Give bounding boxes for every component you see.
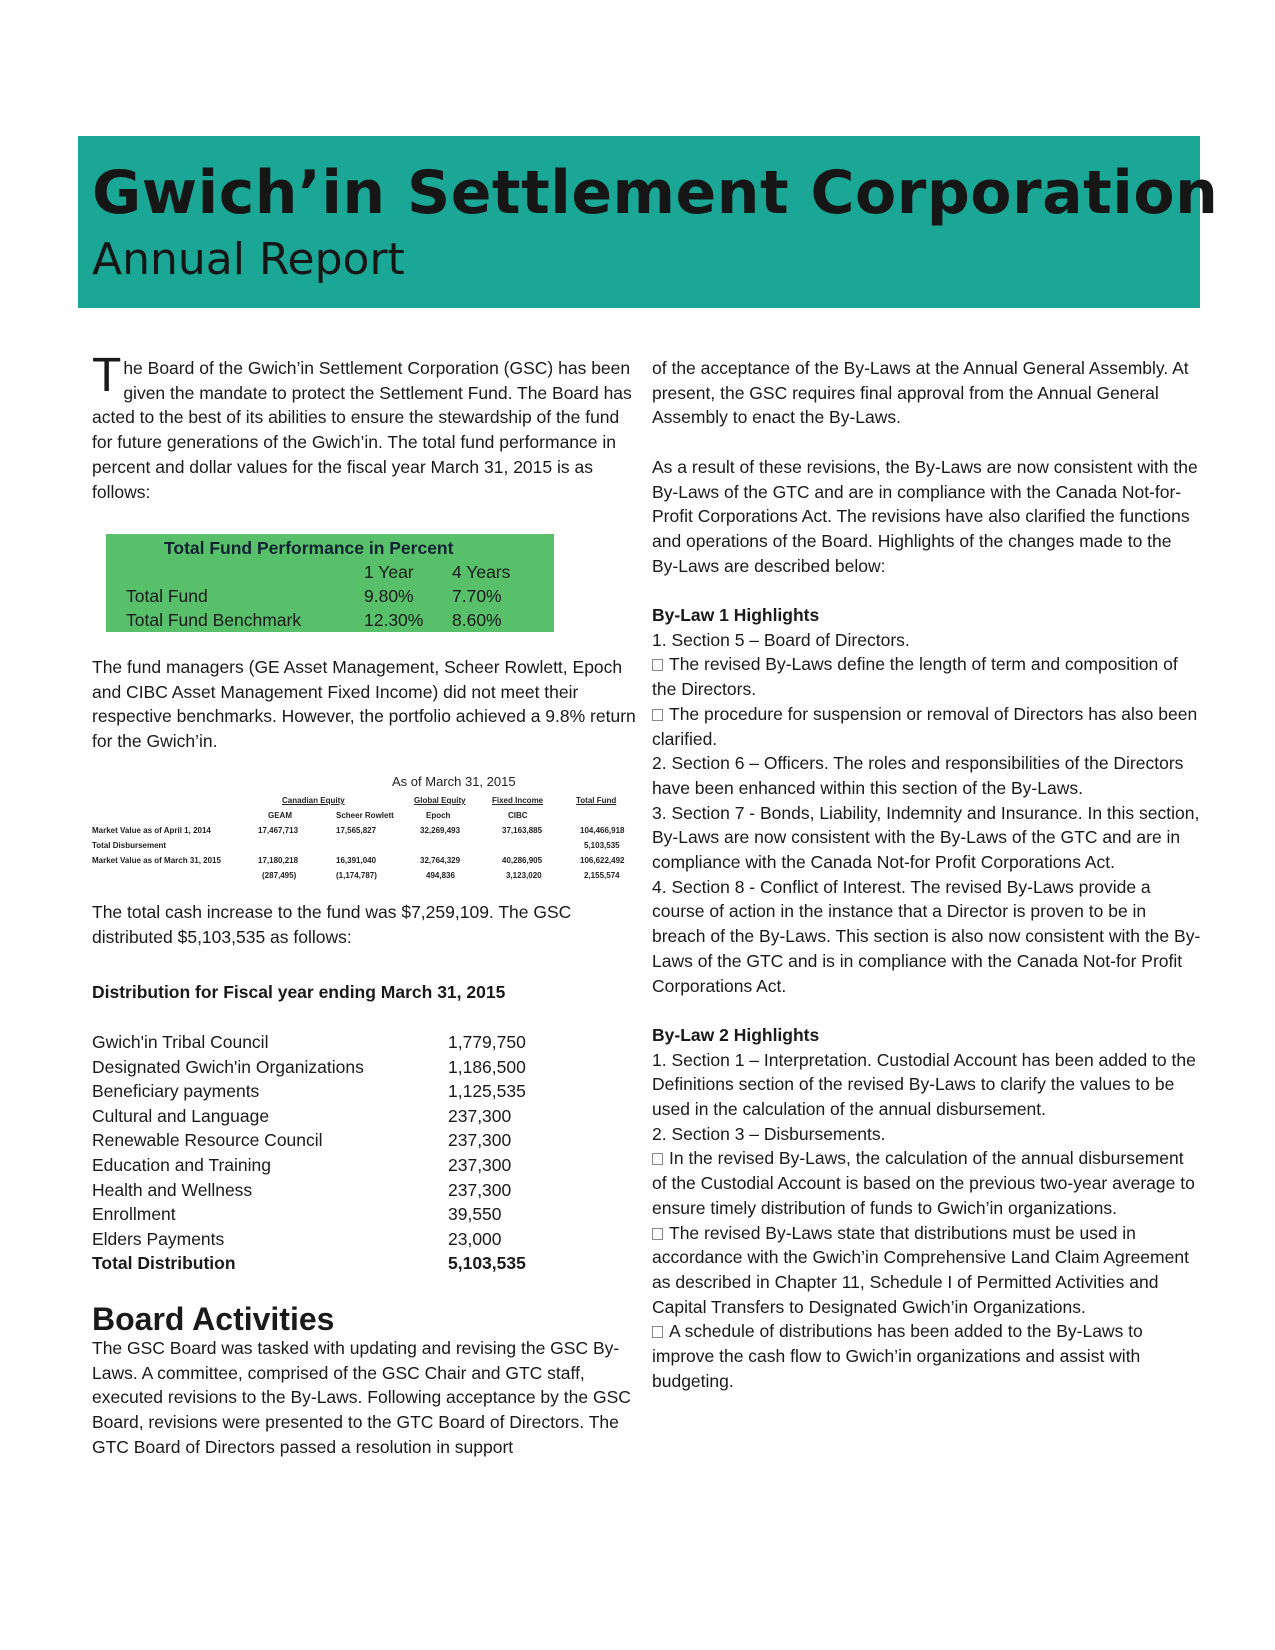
- bullet-text: The revised By-Laws state that distributions must be used in accordance with the Gwich’in Comprehensive Land Claim Agreement as described in Chapter 11, Schedule I of Permitted Activities and Capital Transfers to Designated Gwich’in Organizations.: [652, 1222, 1189, 1317]
- fund-row-label: Market Value as of April 1, 2014: [92, 826, 211, 835]
- manager-header: Scheer Rowlett: [336, 811, 394, 820]
- fund-cell: 32,764,329: [420, 856, 461, 865]
- list-item: [92, 1055, 552, 1080]
- item-label: Beneficiary payments: [92, 1081, 260, 1102]
- performance-row: [126, 608, 546, 632]
- fund-cell: (287,495): [262, 871, 297, 880]
- bullet-text: In the revised By-Laws, the calculation of the annual disbursement of the Custodial Account is based on the previous two-year average to ensure timely distribution of funds to Gwich’in organizations.: [652, 1148, 1195, 1218]
- board-paragraph: The GSC Board was tasked with updating and revising the GSC By-Laws. A committee, comprised of the GSC Chair and GTC staff, executed revisions to the By-Laws. Following acceptance by the GSC Board, revisions were presented to the GTC Board of Directors. The GTC Board of Directors passed a resolution in support: [92, 1338, 631, 1457]
- bylaw2-bullet3: [652, 1319, 1202, 1393]
- item-label: Designated Gwich'in Organizations: [92, 1056, 364, 1077]
- item-label: Cultural and Language: [92, 1105, 270, 1126]
- item-value: 1,186,500: [448, 1056, 526, 1077]
- performance-row: [126, 584, 546, 608]
- fund-cell: 106,622,492: [580, 856, 625, 865]
- board-heading: Board Activities: [92, 1301, 335, 1337]
- row-label: Total Fund: [126, 586, 208, 606]
- bylaw2-bullet1: [652, 1146, 1202, 1220]
- list-item: [92, 1104, 552, 1129]
- bylaw1-bullet2: [652, 702, 1202, 751]
- distribution-title: Distribution for Fiscal year ending March 31, 2015: [92, 982, 506, 1002]
- fund-cell: 494,836: [426, 871, 455, 880]
- group-header: Global Equity: [414, 796, 466, 805]
- fund-cell: (1,174,787): [336, 871, 377, 880]
- bullet-text: A schedule of distributions has been added to the By-Laws to improve the cash flow to Gwich’in organizations and assist with budgeting.: [652, 1321, 1143, 1391]
- fund-table-title: As of March 31, 2015: [392, 774, 516, 789]
- fund-cell: 17,565,827: [336, 826, 377, 835]
- row-value: 8.60%: [452, 610, 502, 630]
- cash-paragraph: The total cash increase to the fund was $7,259,109. The GSC distributed $5,103,535 as follows:: [92, 902, 572, 947]
- fund-row-label: Market Value as of March 31, 2015: [92, 856, 221, 865]
- total-row: [92, 1251, 552, 1276]
- fund-cell: 16,391,040: [336, 856, 377, 865]
- item-value: 237,300: [448, 1130, 512, 1151]
- total-value: 5,103,535: [448, 1253, 526, 1274]
- col-1year: 1 Year: [364, 562, 414, 582]
- list-item: [92, 1178, 552, 1203]
- distribution-list: [92, 1030, 552, 1276]
- group-header: Fixed Income: [492, 796, 544, 805]
- intro-paragraph: [92, 349, 642, 504]
- bylaw1-section1: 1. Section 5 – Board of Directors.: [652, 629, 910, 650]
- fund-cell: 40,286,905: [502, 856, 543, 865]
- bylaw2-heading: By-Law 2 Highlights: [652, 1024, 820, 1045]
- item-value: 1,779,750: [448, 1032, 526, 1052]
- item-value: 23,000: [448, 1228, 502, 1249]
- list-item: [92, 1153, 552, 1178]
- fund-cell: 5,103,535: [584, 841, 620, 850]
- bullet-box-icon: [652, 1228, 663, 1240]
- item-label: Renewable Resource Council: [92, 1130, 323, 1151]
- manager-header: CIBC: [508, 811, 528, 820]
- bullet-text: The revised By-Laws define the length of term and composition of the Directors.: [652, 654, 1178, 700]
- manager-header: Epoch: [426, 811, 451, 820]
- list-item: [92, 1128, 552, 1153]
- list-item: [92, 1202, 552, 1227]
- fund-row-label: Total Disbursement: [92, 841, 167, 850]
- bullet-box-icon: [652, 1326, 663, 1338]
- item-label: Gwich'in Tribal Council: [92, 1032, 269, 1052]
- item-value: 237,300: [448, 1105, 512, 1126]
- bullet-box-icon: [652, 659, 663, 671]
- fund-cell: 17,467,713: [258, 826, 299, 835]
- list-item: [92, 1227, 552, 1252]
- fund-cell: 17,180,218: [258, 856, 299, 865]
- item-label: Elders Payments: [92, 1228, 225, 1249]
- bylaw1-bullet1: [652, 652, 1202, 701]
- manager-header: GEAM: [268, 811, 292, 820]
- spacer: [652, 998, 1202, 1023]
- bullet-text: The procedure for suspension or removal of Directors has also been clarified.: [652, 703, 1198, 749]
- report-subtitle: Annual Report: [92, 234, 405, 285]
- right-column: [652, 356, 1202, 1393]
- item-value: 39,550: [448, 1204, 502, 1225]
- col-4years: 4 Years: [452, 562, 511, 582]
- header-banner: [78, 136, 1219, 308]
- item-label: Enrollment: [92, 1204, 176, 1225]
- row-value: 7.70%: [452, 586, 502, 606]
- right-paragraph-1: of the acceptance of the By-Laws at the Annual General Assembly. At present, the GSC requires final approval from the Annual General Assembly to enact the By-Laws.: [652, 358, 1189, 428]
- performance-header-row: [126, 560, 546, 584]
- fund-cell: 3,123,020: [506, 871, 542, 880]
- bullet-box-icon: [652, 1153, 663, 1165]
- performance-table: [106, 534, 554, 632]
- total-label: Total Distribution: [92, 1253, 236, 1274]
- bylaw1-section4: 4. Section 8 - Conflict of Interest. The revised By-Laws provide a course of action in the instance that a Director is proven to be in breach of the By-Laws. This section is also now consistent with the By-Laws of the GTC and is in compliance with the Canada Not-for Profit Corporations Act.: [652, 876, 1201, 996]
- list-item: [92, 1079, 552, 1104]
- row-value: 12.30%: [364, 610, 424, 630]
- bylaw1-section2: 2. Section 6 – Officers. The roles and responsibilities of the Directors have been enhanced within this section of the By-Laws.: [652, 753, 1184, 798]
- bylaw2-bullet2: [652, 1221, 1202, 1320]
- intro-text: he Board of the Gwich’in Settlement Corporation (GSC) has been given the mandate to protect the Settlement Fund. The Board has acted to the best of its abilities to ensure the stewardship of the fund for future generations of the Gwich’in. The total fund performance in percent and dollar values for the fiscal year March 31, 2015 is as follows:: [92, 358, 632, 502]
- managers-paragraph: The fund managers (GE Asset Management, Scheer Rowlett, Epoch and CIBC Asset Management Fixed Income) did not meet their respective benchmarks. However, the portfolio achieved a 9.8% return for the Gwich’in.: [92, 657, 636, 752]
- item-label: Education and Training: [92, 1154, 272, 1175]
- spacer: [652, 578, 1202, 603]
- dropcap: T: [92, 349, 122, 402]
- bylaw2-section2: 2. Section 3 – Disbursements.: [652, 1123, 886, 1144]
- list-item: [92, 1030, 552, 1055]
- fund-cell: 2,155,574: [584, 871, 620, 880]
- group-header: Total Fund: [576, 796, 617, 805]
- item-value: 237,300: [448, 1154, 512, 1175]
- item-value: 1,125,535: [448, 1081, 526, 1102]
- fund-cell: 37,163,885: [502, 826, 543, 835]
- performance-table-title: Total Fund Performance in Percent: [164, 538, 454, 558]
- bylaw2-section1: 1. Section 1 – Interpretation. Custodial Account has been added to the Definitions section of the revised By-Laws to clarify the values to be used in the calculation of the annual disbursement.: [652, 1049, 1196, 1120]
- item-value: 237,300: [448, 1179, 512, 1200]
- item-label: Health and Wellness: [92, 1179, 253, 1200]
- right-paragraph-2: As a result of these revisions, the By-Laws are now consistent with the By-Laws of the GTC and are in compliance with the Canada Not-for-Profit Corporations Act. The revisions have also clarified the functions and operations of the Board. Highlights of the changes made to the By-Laws are described below:: [652, 456, 1198, 576]
- fund-cell: 32,269,493: [420, 826, 461, 835]
- group-header: Canadian Equity: [282, 796, 345, 805]
- bullet-box-icon: [652, 709, 663, 721]
- report-title: Gwich’in Settlement Corporation: [92, 158, 1219, 228]
- fund-cell: 104,466,918: [580, 826, 625, 835]
- spacer: [652, 430, 1202, 455]
- row-label: Total Fund Benchmark: [126, 610, 302, 630]
- bylaw1-heading: By-Law 1 Highlights: [652, 605, 820, 625]
- row-value: 9.80%: [364, 586, 414, 606]
- bylaw1-section3: 3. Section 7 - Bonds, Liability, Indemnity and Insurance. In this section, By-Laws are now consistent with the By-Laws of the GTC and are in compliance with the Canada Not-for Profit Corporations Act.: [652, 802, 1200, 873]
